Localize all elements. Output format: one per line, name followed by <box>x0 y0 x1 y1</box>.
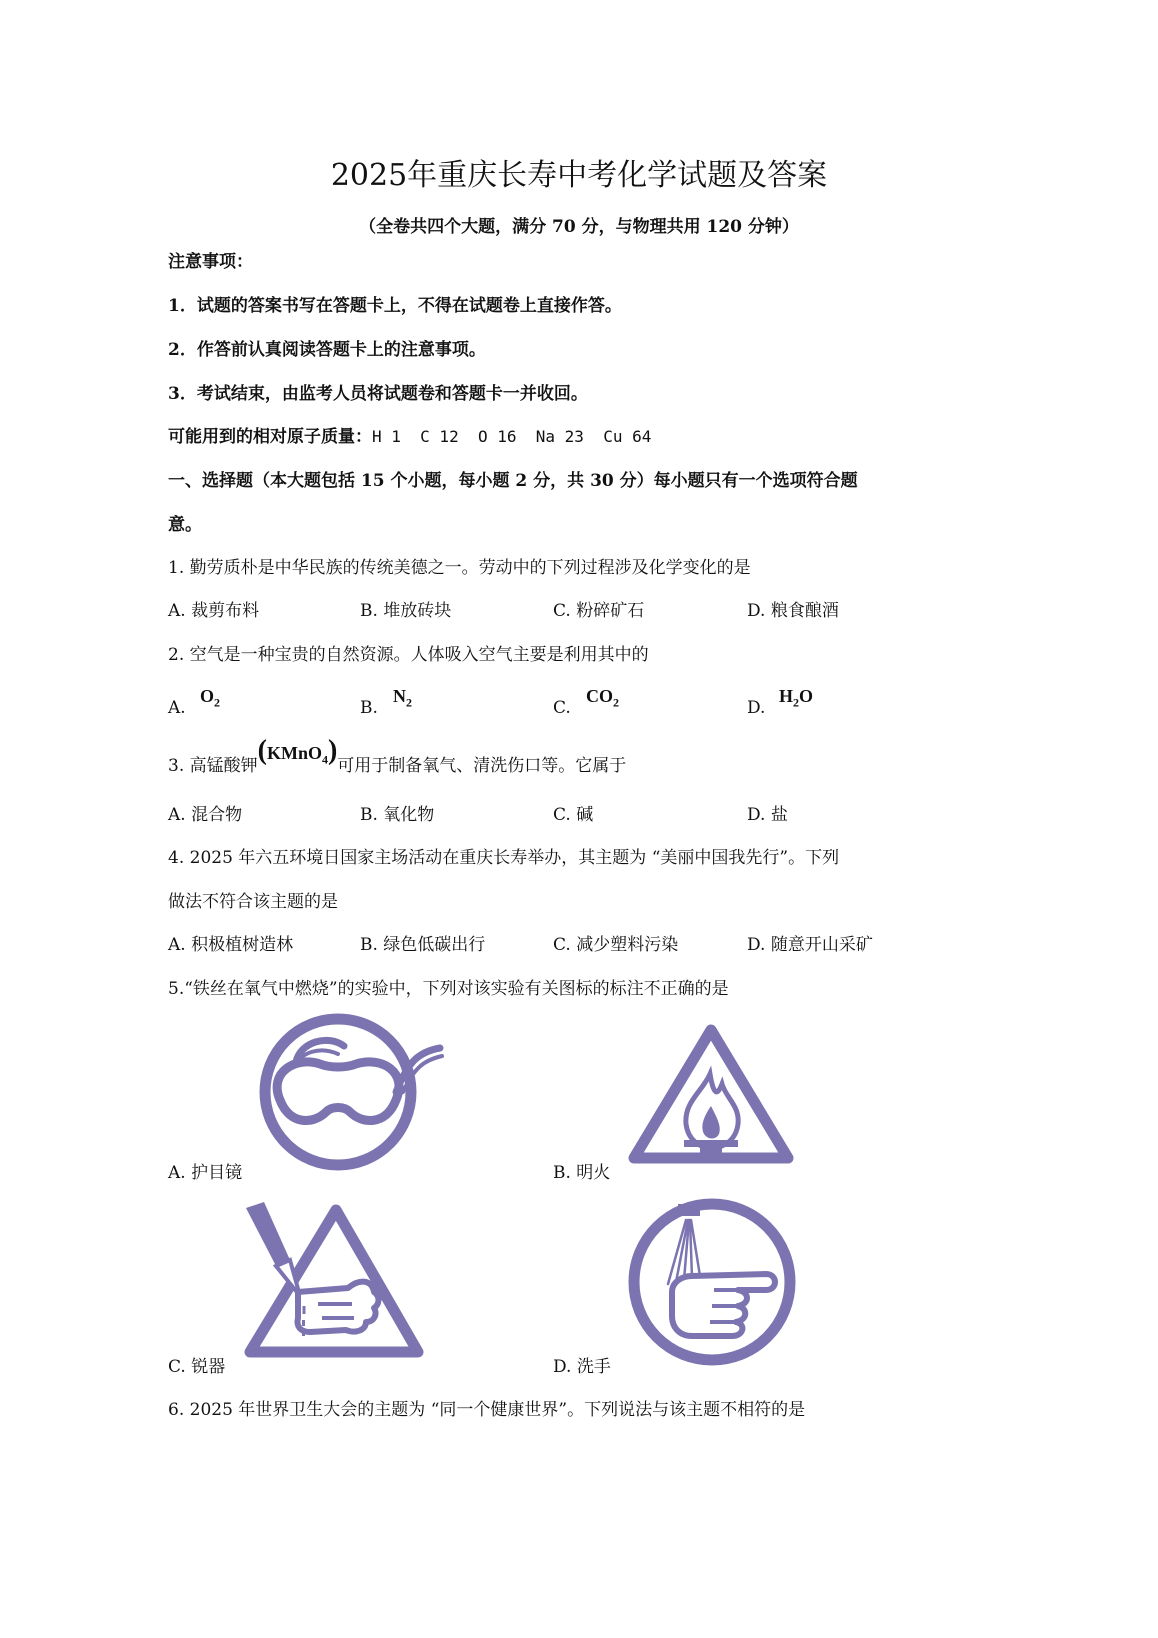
section1-heading: 一、选择题（本大题包括 15 个小题，每小题 2 分，共 30 分）每小题只有一个选项符合题 <box>168 471 858 491</box>
section1-heading-cont: 意。 <box>168 515 202 535</box>
q2-option-d-formula: $H_2O$ <box>779 686 814 710</box>
q6-stem: 6. 2025 年世界卫生大会的主题为 “同一个健康世界”。下列说法与该主题不相符的是 <box>168 1400 806 1420</box>
atomic-mass-line <box>168 422 651 447</box>
flame-icon <box>626 1020 796 1170</box>
page-title: 2025年重庆长寿中考化学试题及答案 <box>330 158 828 193</box>
q5-stem: 5.“铁丝在氧气中燃烧”的实验中，下列对该实验有关图标的标注不正确的是 <box>168 979 729 999</box>
q2-option-b-letter: B. <box>360 698 378 718</box>
q4-option-d: D. 随意开山采矿 <box>747 935 873 955</box>
q2-option-c-formula: $CO_2$ <box>586 686 619 710</box>
q3-option-a: A. 混合物 <box>168 805 243 825</box>
q1-option-b: B. 堆放砖块 <box>360 601 452 621</box>
q1-option-a: A. 裁剪布料 <box>168 601 260 621</box>
atomic-mass-values: H 1 C 12 O 16 Na 23 Cu 64 <box>372 427 652 446</box>
goggles-icon <box>258 1012 448 1177</box>
q5-option-b: B. 明火 <box>553 1163 611 1183</box>
q3-stem-pre: 3. 高锰酸钾 <box>168 755 258 776</box>
q4-option-b: B. 绿色低碳出行 <box>360 935 486 955</box>
q3-option-d: D. 盐 <box>747 805 788 825</box>
q2-option-c-letter: C. <box>553 698 571 718</box>
q3-formula: (KMnO$_4$) <box>257 735 338 767</box>
note-item-1: 1．试题的答案书写在答题卡上，不得在试题卷上直接作答。 <box>168 296 622 316</box>
notes-heading: 注意事项： <box>168 252 253 272</box>
q5-option-a: A. 护目镜 <box>168 1163 243 1183</box>
q5-option-d: D. 洗手 <box>553 1357 611 1377</box>
note-item-3: 3．考试结束，由监考人员将试题卷和答题卡一并收回。 <box>168 384 588 404</box>
q1-option-c: C. 粉碎矿石 <box>553 601 645 621</box>
q2-option-d-letter: D. <box>747 698 766 718</box>
q3-option-c: C. 碱 <box>553 805 594 825</box>
q4-stem-line1: 4. 2025 年六五环境日国家主场活动在重庆长寿举办，其主题为 “美丽中国我先行”。下列 <box>168 848 840 868</box>
q2-option-b-formula: $N_2$ <box>393 686 412 710</box>
note-item-2: 2．作答前认真阅读答题卡上的注意事项。 <box>168 340 486 360</box>
q4-stem-line2: 做法不符合该主题的是 <box>168 892 338 912</box>
q5-option-c: C. 锐器 <box>168 1357 226 1377</box>
q3-stem-post: 可用于制备氧气、清洗伤口等。它属于 <box>337 755 627 776</box>
q2-option-a-formula: $O_2$ <box>200 686 221 710</box>
page-subtitle: （全卷共四个大题，满分 70 分，与物理共用 120 分钟） <box>359 217 799 237</box>
q1-option-d: D. 粮食酿酒 <box>747 601 839 621</box>
q2-stem: 2. 空气是一种宝贵的自然资源。人体吸入空气主要是利用其中的 <box>168 645 649 665</box>
q2-option-a-letter: A. <box>168 698 186 718</box>
q4-option-a: A. 积极植树造林 <box>168 935 294 955</box>
hand-washing-icon <box>626 1196 801 1366</box>
q1-stem: 1. 勤劳质朴是中华民族的传统美德之一。劳动中的下列过程涉及化学变化的是 <box>168 558 751 578</box>
sharp-object-icon <box>238 1200 428 1365</box>
atomic-mass-label: 可能用到的相对原子质量： <box>168 427 372 447</box>
q3-option-b: B. 氧化物 <box>360 805 435 825</box>
q3-stem <box>168 735 627 778</box>
q4-option-c: C. 减少塑料污染 <box>553 935 679 955</box>
